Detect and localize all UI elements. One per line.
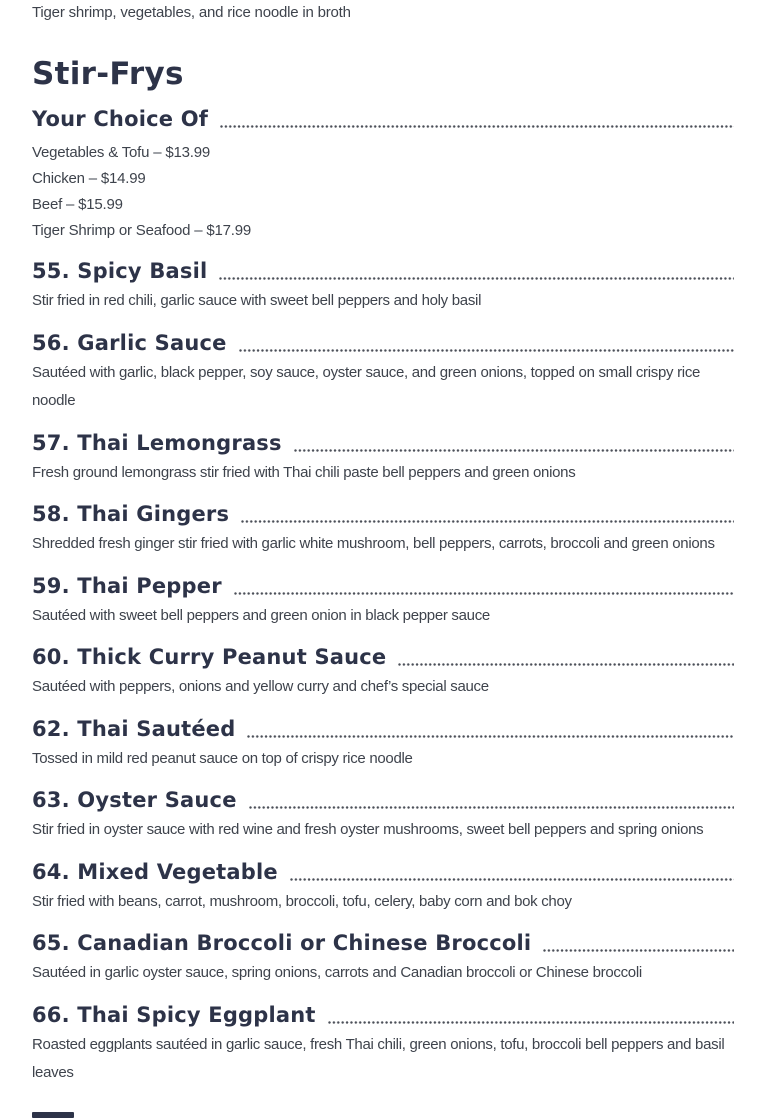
menu-item bbox=[32, 501, 734, 559]
menu-item-heading-row bbox=[32, 930, 734, 956]
dotted-leader bbox=[543, 949, 734, 952]
choice-options bbox=[32, 140, 734, 244]
menu-item bbox=[32, 330, 734, 416]
menu-item-heading-row bbox=[32, 787, 734, 813]
choice-option: Chicken – $14.99 bbox=[32, 170, 146, 187]
menu-item-heading-row bbox=[32, 573, 734, 599]
dotted-leader bbox=[290, 878, 734, 881]
menu-item-description: Tossed in mild red peanut sauce on top of crispy rice noodle bbox=[32, 749, 413, 767]
menu-item-name: 60. Thick Curry Peanut Sauce bbox=[32, 645, 387, 669]
menu-item-name: 66. Thai Spicy Eggplant bbox=[32, 1002, 316, 1027]
menu-item-name: 57. Thai Lemongrass bbox=[32, 430, 282, 455]
menu-item bbox=[32, 1002, 734, 1088]
dotted-leader bbox=[241, 520, 734, 523]
dotted-leader bbox=[294, 449, 734, 452]
menu-item-name: 58. Thai Gingers bbox=[32, 502, 230, 526]
menu-item-description: Sautéed with sweet bell peppers and green onion in black pepper sauce bbox=[32, 606, 490, 624]
menu-item-heading-row bbox=[32, 859, 734, 885]
menu-item bbox=[32, 859, 734, 917]
menu-item bbox=[32, 716, 734, 774]
dotted-leader bbox=[328, 1021, 734, 1024]
menu-item-heading-row bbox=[32, 716, 734, 742]
choice-title: Your Choice Of bbox=[32, 107, 209, 131]
dotted-leader bbox=[219, 277, 734, 280]
dotted-leader bbox=[398, 663, 734, 666]
menu-item-description: Roasted eggplants sautéed in garlic sauce, fresh Thai chili, green onions, tofu, broccoli bell peppers and basil leaves bbox=[32, 1035, 725, 1081]
menu-item-heading-row bbox=[32, 258, 734, 284]
menu-item-heading-row bbox=[32, 1002, 734, 1028]
previous-item-description: Tiger shrimp, vegetables, and rice noodle in broth bbox=[32, 4, 351, 21]
menu-item-description: Sautéed with garlic, black pepper, soy sauce, oyster sauce, and green onions, topped on small crispy rice noodle bbox=[32, 363, 701, 409]
choice-option: Tiger Shrimp or Seafood – $17.99 bbox=[32, 222, 252, 239]
menu-item-name: 64. Mixed Vegetable bbox=[32, 859, 278, 884]
menu-item-heading-row bbox=[32, 501, 734, 527]
choice-option: Beef – $15.99 bbox=[32, 196, 123, 213]
menu-item-heading-row bbox=[32, 330, 734, 356]
menu-item-name: 55. Spicy Basil bbox=[32, 259, 208, 283]
choice-option: Vegetables & Tofu – $13.99 bbox=[32, 144, 211, 161]
menu-item-description: Shredded fresh ginger stir fried with garlic white mushroom, bell peppers, carrots, broccoli and green onions bbox=[32, 535, 715, 552]
choice-heading-row bbox=[32, 106, 734, 132]
menu-item-description: Stir fried in red chili, garlic sauce with sweet bell peppers and holy basil bbox=[32, 292, 482, 309]
menu-item bbox=[32, 930, 734, 988]
dotted-leader bbox=[239, 349, 734, 352]
menu-item-name: 62. Thai Sautéed bbox=[32, 716, 236, 741]
choice-block bbox=[32, 106, 734, 244]
menu-item-heading-row bbox=[32, 644, 734, 670]
menu-item bbox=[32, 644, 734, 702]
next-heading-cutoff bbox=[32, 1112, 74, 1118]
dotted-leader bbox=[247, 735, 734, 738]
menu-item-name: 59. Thai Pepper bbox=[32, 573, 222, 598]
menu-item-heading-row bbox=[32, 430, 734, 456]
menu-item-name: 65. Canadian Broccoli or Chinese Broccoli bbox=[32, 931, 532, 955]
menu-item bbox=[32, 258, 734, 316]
dotted-leader bbox=[234, 592, 734, 595]
menu-item bbox=[32, 573, 734, 631]
menu-item-description: Stir fried with beans, carrot, mushroom, broccoli, tofu, celery, baby corn and bok choy bbox=[32, 892, 572, 910]
menu-item-name: 56. Garlic Sauce bbox=[32, 330, 227, 355]
menu-item-description: Sautéed in garlic oyster sauce, spring onions, carrots and Canadian broccoli or Chinese broccoli bbox=[32, 964, 642, 981]
dotted-leader bbox=[249, 806, 734, 809]
menu-item-description: Stir fried in oyster sauce with red wine and fresh oyster mushrooms, sweet bell peppers and spring onions bbox=[32, 821, 704, 838]
menu-item bbox=[32, 430, 734, 488]
menu-item bbox=[32, 787, 734, 845]
section-title: Stir-Frys bbox=[32, 56, 184, 92]
dotted-leader bbox=[220, 125, 734, 128]
menu-item-description: Fresh ground lemongrass stir fried with Thai chili paste bell peppers and green onions bbox=[32, 463, 576, 481]
menu-item-name: 63. Oyster Sauce bbox=[32, 788, 237, 812]
menu-item-description: Sautéed with peppers, onions and yellow curry and chef’s special sauce bbox=[32, 678, 489, 695]
